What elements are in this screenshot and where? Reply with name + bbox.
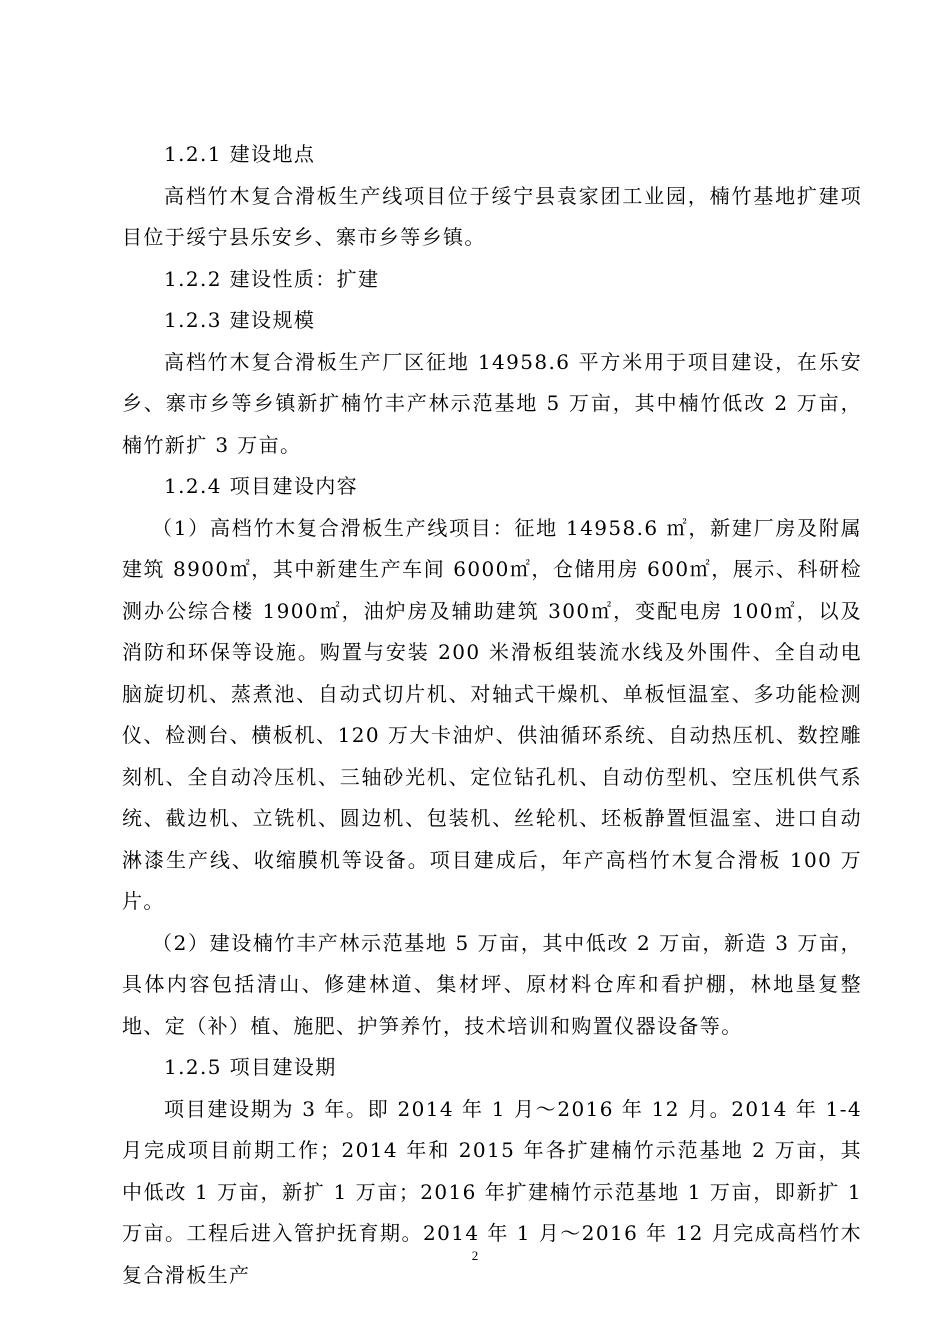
section-heading-scale: 1.2.3 建设规模 [164, 308, 316, 332]
section-heading-content: 1.2.4 项目建设内容 [164, 474, 359, 498]
section-heading-nature: 1.2.2 建设性质：扩建 [164, 266, 380, 291]
paragraph-location: 高档竹木复合滑板生产线项目位于绥宁县袁家团工业园，楠竹基地扩建项目位于绥宁县乐安乡、寨市乡等乡镇。 [122, 183, 862, 249]
section-heading-period: 1.2.5 项目建设期 [164, 1055, 337, 1079]
paragraph-content-item-2: （2）建设楠竹丰产林示范基地 5 万亩，其中低改 2 万亩，新造 3 万亩，具体内容包括清山、修建林道、集材坪、原材料仓库和看护棚，林地垦复整地、定（补）植、施肥、护笋养竹，技术培训和购置仪器设备等。 [122, 930, 862, 1038]
document-body [122, 134, 862, 1296]
paragraph-period: 项目建设期为 3 年。即 2014 年 1 月～2016 年 12 月。2014 年 1-4 月完成项目前期工作；2014 年和 2015 年各扩建楠竹示范基地 2 万亩，其中低改 1 万亩，新扩 1 万亩；2016 年扩建楠竹示范基地 1 万亩，即新扩 1 万亩。工程后进入管护抚育期。2014 年 1 月～2016 年 12 月完成高档竹木复合滑板生产 [122, 1096, 862, 1287]
paragraph-content-item-1: （1）高档竹木复合滑板生产线项目：征地 14958.6 ㎡，新建厂房及附属建筑 8900㎡，其中新建生产车间 6000㎡，仓储用房 600㎡，展示、科研检测办公综合楼 1900㎡，油炉房及辅助建筑 300㎡，变配电房 100㎡，以及消防和环保等设施。购置与安装 200 米滑板组装流水线及外围件、全自动电脑旋切机、蒸煮池、自动式切片机、对轴式干燥机、单板恒温室、多功能检测仪、检测台、横板机、120 万大卡油炉、供油循环系统、自动热压机、数控雕刻机、全自动冷压机、三轴砂光机、定位钻孔机、自动仿型机、空压机供气系统、截边机、立铣机、圆边机、包装机、丝轮机、坯板静置恒温室、进口自动淋漆生产线、收缩膜机等设备。项目建成后，年产高档竹木复合滑板 100 万片。 [122, 515, 862, 913]
section-heading-location: 1.2.1 建设地点 [164, 142, 316, 166]
paragraph-scale: 高档竹木复合滑板生产厂区征地 14958.6 平方米用于项目建设，在乐安乡、寨市乡等乡镇新扩楠竹丰产林示范基地 5 万亩，其中楠竹低改 2 万亩，楠竹新扩 3 万亩。 [122, 349, 862, 457]
page-number: 2 [471, 1248, 479, 1263]
